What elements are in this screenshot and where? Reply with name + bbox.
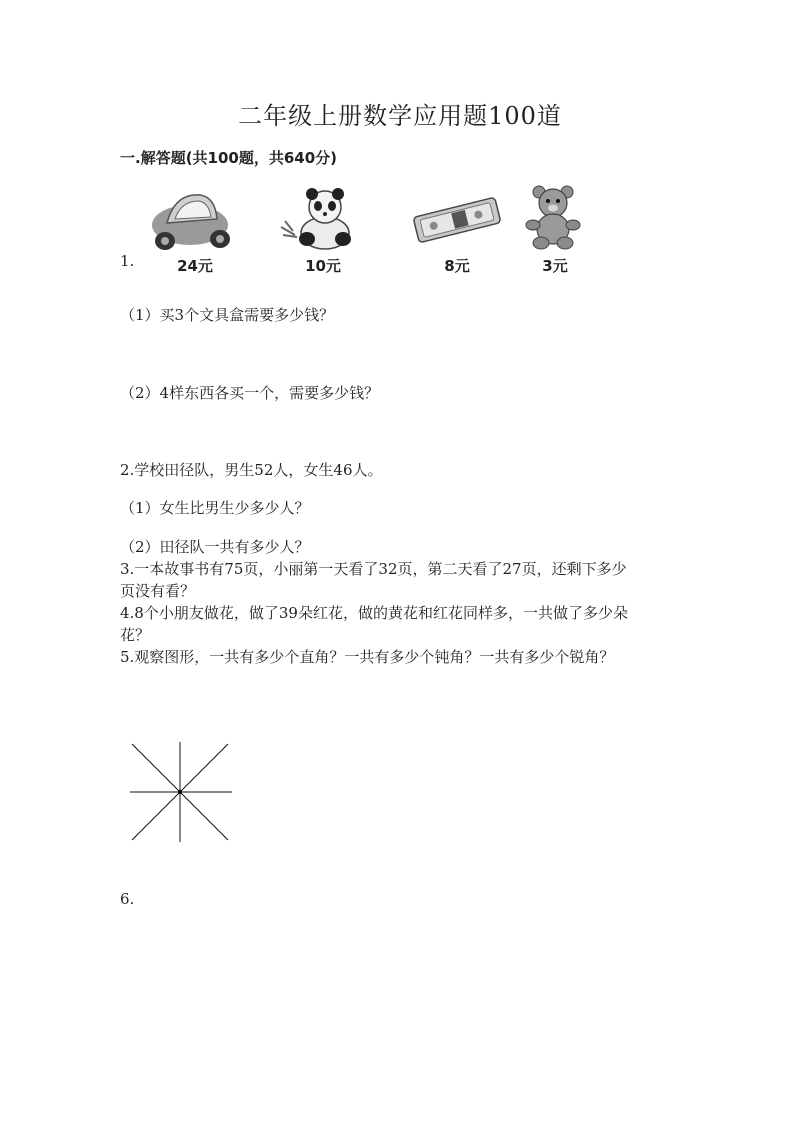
price-teddy-bear: 3元 bbox=[542, 257, 568, 275]
question-1-items bbox=[145, 185, 605, 280]
question-6-number: 6. bbox=[120, 890, 135, 908]
panda-icon bbox=[273, 185, 373, 255]
figure-center-point bbox=[178, 790, 182, 794]
question-4-line-1: 4.8个小朋友做花，做了39朵红花，做的黄花和红花同样多，一共做了多少朵 bbox=[120, 604, 628, 622]
question-2-sub-1: （1）女生比男生少多少人？ bbox=[120, 499, 310, 517]
angle-figure bbox=[128, 740, 234, 844]
item-panda bbox=[273, 185, 373, 280]
question-4-line-2: 花？ bbox=[120, 626, 151, 644]
pencil-case-icon bbox=[407, 185, 507, 255]
teddy-bear-icon bbox=[505, 185, 605, 255]
question-2-sub-2: （2）田径队一共有多少人？ bbox=[120, 538, 310, 556]
question-1-sub-1: （1）买3个文具盒需要多少钱？ bbox=[120, 306, 335, 324]
price-pencil-case: 8元 bbox=[444, 257, 470, 275]
question-1-sub-2: （2）4样东西各买一个，需要多少钱？ bbox=[120, 384, 380, 402]
toy-car-icon bbox=[145, 185, 245, 255]
page-title: 二年级上册数学应用题100道 bbox=[238, 102, 562, 130]
item-pencil-case bbox=[407, 185, 507, 280]
price-car: 24元 bbox=[177, 257, 213, 275]
question-3-line-2: 页没有看？ bbox=[120, 582, 196, 600]
section-heading: 一.解答题(共100题，共640分) bbox=[120, 149, 338, 167]
item-teddy-bear bbox=[505, 185, 605, 280]
question-2-text: 2.学校田径队，男生52人，女生46人。 bbox=[120, 461, 383, 479]
price-panda: 10元 bbox=[305, 257, 341, 275]
question-1-number: 1. bbox=[120, 252, 135, 270]
question-5-text: 5.观察图形，一共有多少个直角？一共有多少个钝角？一共有多少个锐角？ bbox=[120, 648, 615, 666]
question-3-line-1: 3.一本故事书有75页，小丽第一天看了32页，第二天看了27页，还剩下多少 bbox=[120, 560, 627, 578]
item-car bbox=[145, 185, 245, 280]
